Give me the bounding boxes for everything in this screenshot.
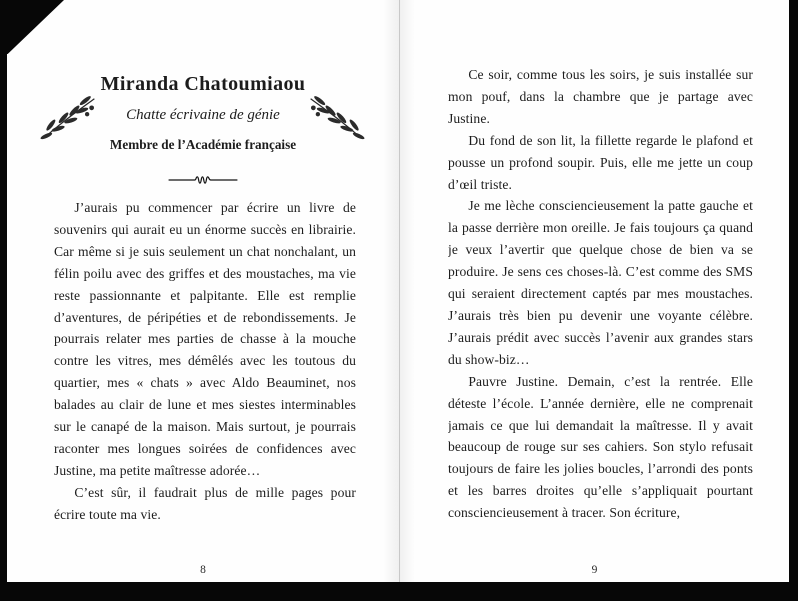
photo-edge-bottom: [0, 582, 798, 601]
paragraph: J’aurais pu commencer par écrire un livre de souvenirs qui aurait eu un énorme succès en librairie. Car même si je suis seulement un chat nonchalant, un félin poilu avec des griffes et des moustaches, ma vie reste passionnante et palpitante. Elle est remplie d’aventures, de péripéties et de rebondissements. Je pourrais relater mes parties de chasse à la mouche contre les vitres, mes démêlés avec les toutous du quartier, mes « chats » avec Aldo Beauminet, nos balades au clair de lune et mes siestes interminables sur le canapé de la maison. Mais surtout, je pourrais raconter mes longues soirées de confidences avec Justine, ma petite maîtresse adorée…: [54, 200, 356, 478]
book-affiliation: Membre de l’Académie française: [109, 137, 297, 152]
right-page: [400, 0, 789, 582]
book-subtitle: Chatte écrivaine de génie: [126, 107, 280, 123]
photo-edge-right: [789, 0, 798, 601]
paragraph: Je me lèche consciencieusement la patte gauche et la passe derrière mon oreille. Je fais toujours ça quand je veux l’avertir que quelque chose de bien va se produire. Je sens ces choses-là. C’est comme des SMS qui seraient directement captés par mes moustaches. J’aurais très bien pu devenir une voyante célèbre. J’aurais prédit avec succès l’avenir aux grandes stars du show-biz…: [448, 198, 753, 367]
right-page-body: [448, 64, 753, 556]
paragraph: Du fond de son lit, la fillette regarde le plafond et pousse un profond soupir. Puis, elle me jette un coup d’œil triste.: [448, 132, 753, 192]
paragraph: Pauvre Justine. Demain, c’est la rentrée. Elle déteste l’école. L’année dernière, elle ne comprenait jamais ce que lui demandait la maîtresse. Il y avait beaucoup de rouge sur ses cahiers. Son stylo refusait toujours de faire les jolies boucles, l’arrondi des ponts et les barres droites qu’elle s’appliquait pourtant consciencieusement à tracer. Son écriture,: [448, 373, 753, 521]
olive-branch-left-icon: [40, 88, 98, 144]
paragraph: Ce soir, comme tous les soirs, je suis installée sur mon pouf, dans la chambre que je partage avec Justine.: [448, 67, 753, 126]
left-page: [7, 0, 399, 582]
photo-edge-left: [0, 0, 7, 601]
book-title: Miranda Chatoumiaou: [100, 73, 306, 95]
pen-flourish-divider-icon: [167, 173, 239, 187]
page-number-right: 9: [591, 564, 598, 576]
left-page-body: [54, 197, 356, 549]
page-number-left: 8: [200, 564, 206, 576]
paragraph: C’est sûr, il faudrait plus de mille pages pour écrire toute ma vie.: [54, 484, 356, 522]
olive-branch-right-icon: [307, 88, 365, 144]
